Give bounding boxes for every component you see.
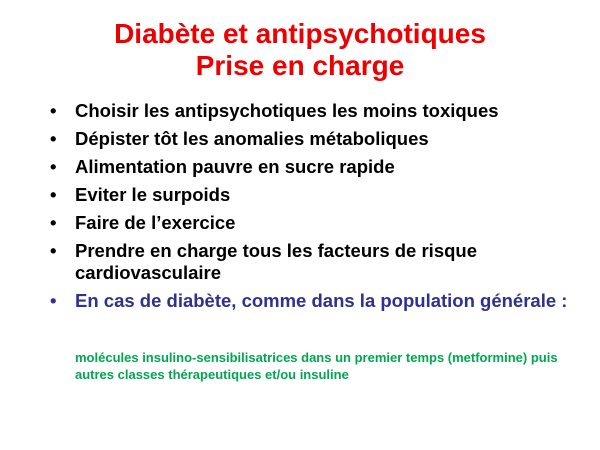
bullet-marker: •: [50, 100, 57, 121]
bullet-item: [44, 212, 584, 234]
bullet-marker: •: [50, 184, 57, 205]
highlight-bullet: [44, 290, 584, 312]
bullet-marker: •: [50, 212, 57, 233]
bullet-marker: •: [50, 290, 57, 311]
bullet-item: [44, 240, 584, 284]
bullet-text: Dépister tôt les anomalies métaboliques: [75, 128, 429, 149]
bullet-text: Alimentation pauvre en sucre rapide: [75, 156, 395, 177]
bullet-text: Prendre en charge tous les facteurs de risque cardiovasculaire: [75, 240, 478, 283]
bullet-text: Choisir les antipsychotiques les moins toxiques: [75, 100, 499, 121]
bullet-text: Faire de l’exercice: [75, 212, 236, 233]
bullet-text: Eviter le surpoids: [75, 184, 231, 205]
bullet-item: [44, 100, 584, 122]
title-line-2: Prise en charge: [195, 50, 405, 81]
treatment-subtext: molécules insulino-sensibilisatrices dans un premier temps (metformine) puis autres classes thérapeutiques et/ou insuline: [75, 350, 558, 382]
bullet-item: [44, 128, 584, 150]
bullet-marker: •: [50, 240, 57, 261]
bullet-marker: •: [50, 128, 57, 149]
bullet-item: [44, 156, 584, 178]
bullet-list: [44, 100, 584, 316]
highlight-bullet-text: En cas de diabète, comme dans la population générale :: [75, 290, 568, 311]
slide-title: [0, 18, 600, 82]
bullet-item: [44, 184, 584, 206]
bullet-marker: •: [50, 156, 57, 177]
title-line-1: Diabète et antipsychotiques: [114, 18, 486, 49]
